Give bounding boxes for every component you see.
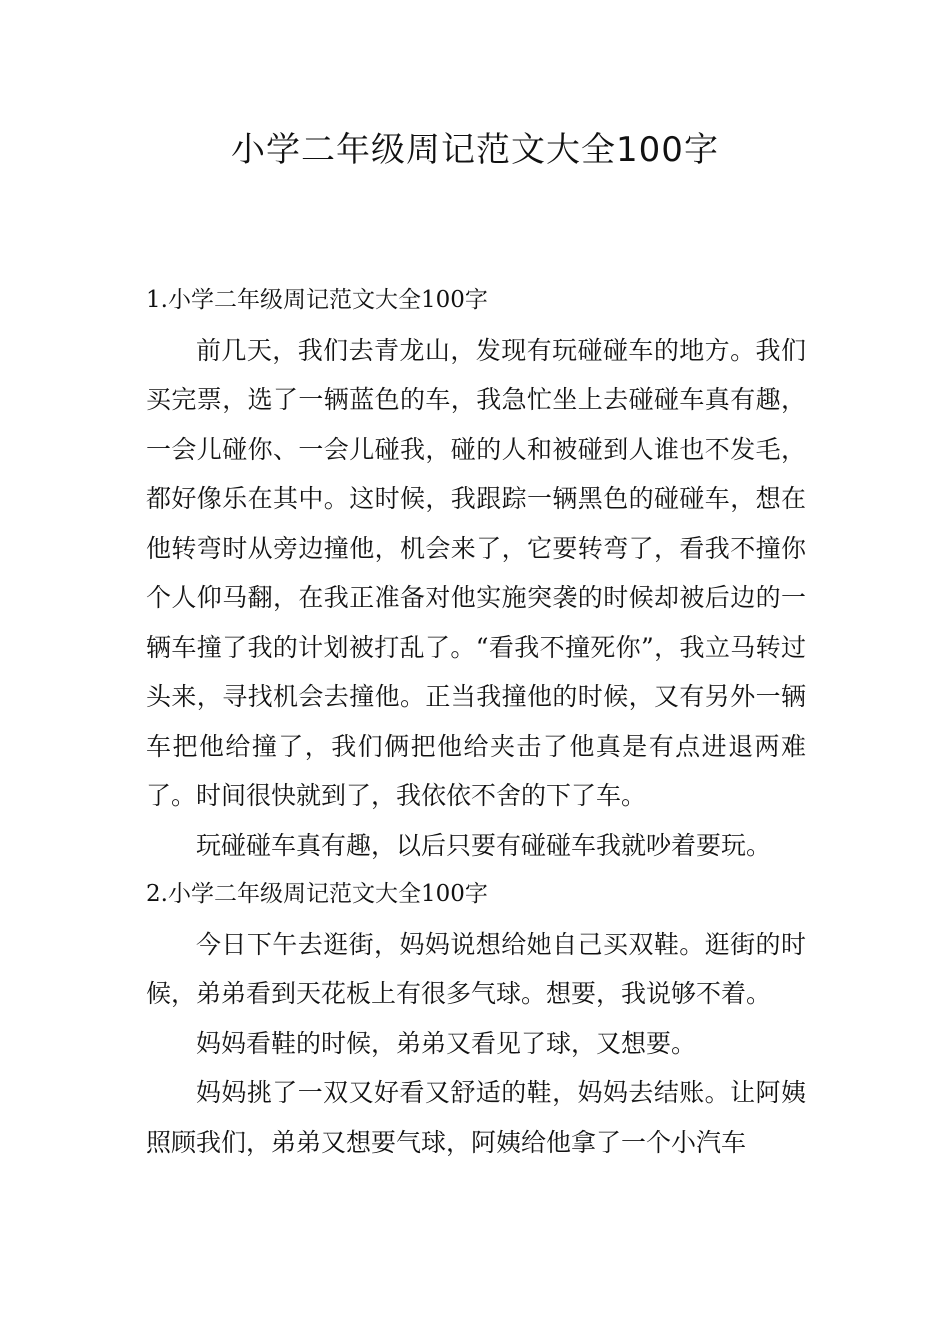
paragraph: 妈妈挑了一双又好看又舒适的鞋，妈妈去结账。让阿姨照顾我们，弟弟又想要气球，阿姨给他拿了一个小汽车 (146, 1078, 806, 1157)
paragraph: 今日下午去逛街，妈妈说想给她自己买双鞋。逛街的时候，弟弟看到天花板上有很多气球。想要，我说够不着。 (146, 929, 806, 1008)
section-2 (146, 870, 806, 1167)
document-body (146, 276, 806, 1167)
paragraph: 妈妈看鞋的时候，弟弟又看见了球，又想要。 (196, 1028, 697, 1058)
paragraph: 前几天，我们去青龙山，发现有玩碰碰车的地方。我们买完票，选了一辆蓝色的车，我急忙坐上去碰碰车真有趣，一会儿碰你、一会儿碰我，碰的人和被碰到人谁也不发毛，都好像乐在其中。这时候，我跟踪一辆黑色的碰碰车，想在他转弯时从旁边撞他，机会来了，它要转弯了，看我不撞你个人仰马翻，在我正准备对他实施突袭的时候却被后边的一辆车撞了我的计划被打乱了。“看我不撞死你”，我立马转过头来，寻找机会去撞他。正当我撞他的时候，又有另外一辆车把他给撞了，我们俩把他给夹击了他真是有点进退两难了。时间很快就到了，我依依不舍的下了车。 (146, 335, 806, 810)
section-heading: 2.小学二年级周记范文大全100字 (146, 881, 488, 907)
document-title: 小学二年级周记范文大全100字 (231, 130, 719, 170)
section-heading: 1.小学二年级周记范文大全100字 (146, 287, 488, 313)
section-1 (146, 276, 806, 870)
paragraph: 玩碰碰车真有趣，以后只要有碰碰车我就吵着要玩。 (196, 830, 772, 860)
